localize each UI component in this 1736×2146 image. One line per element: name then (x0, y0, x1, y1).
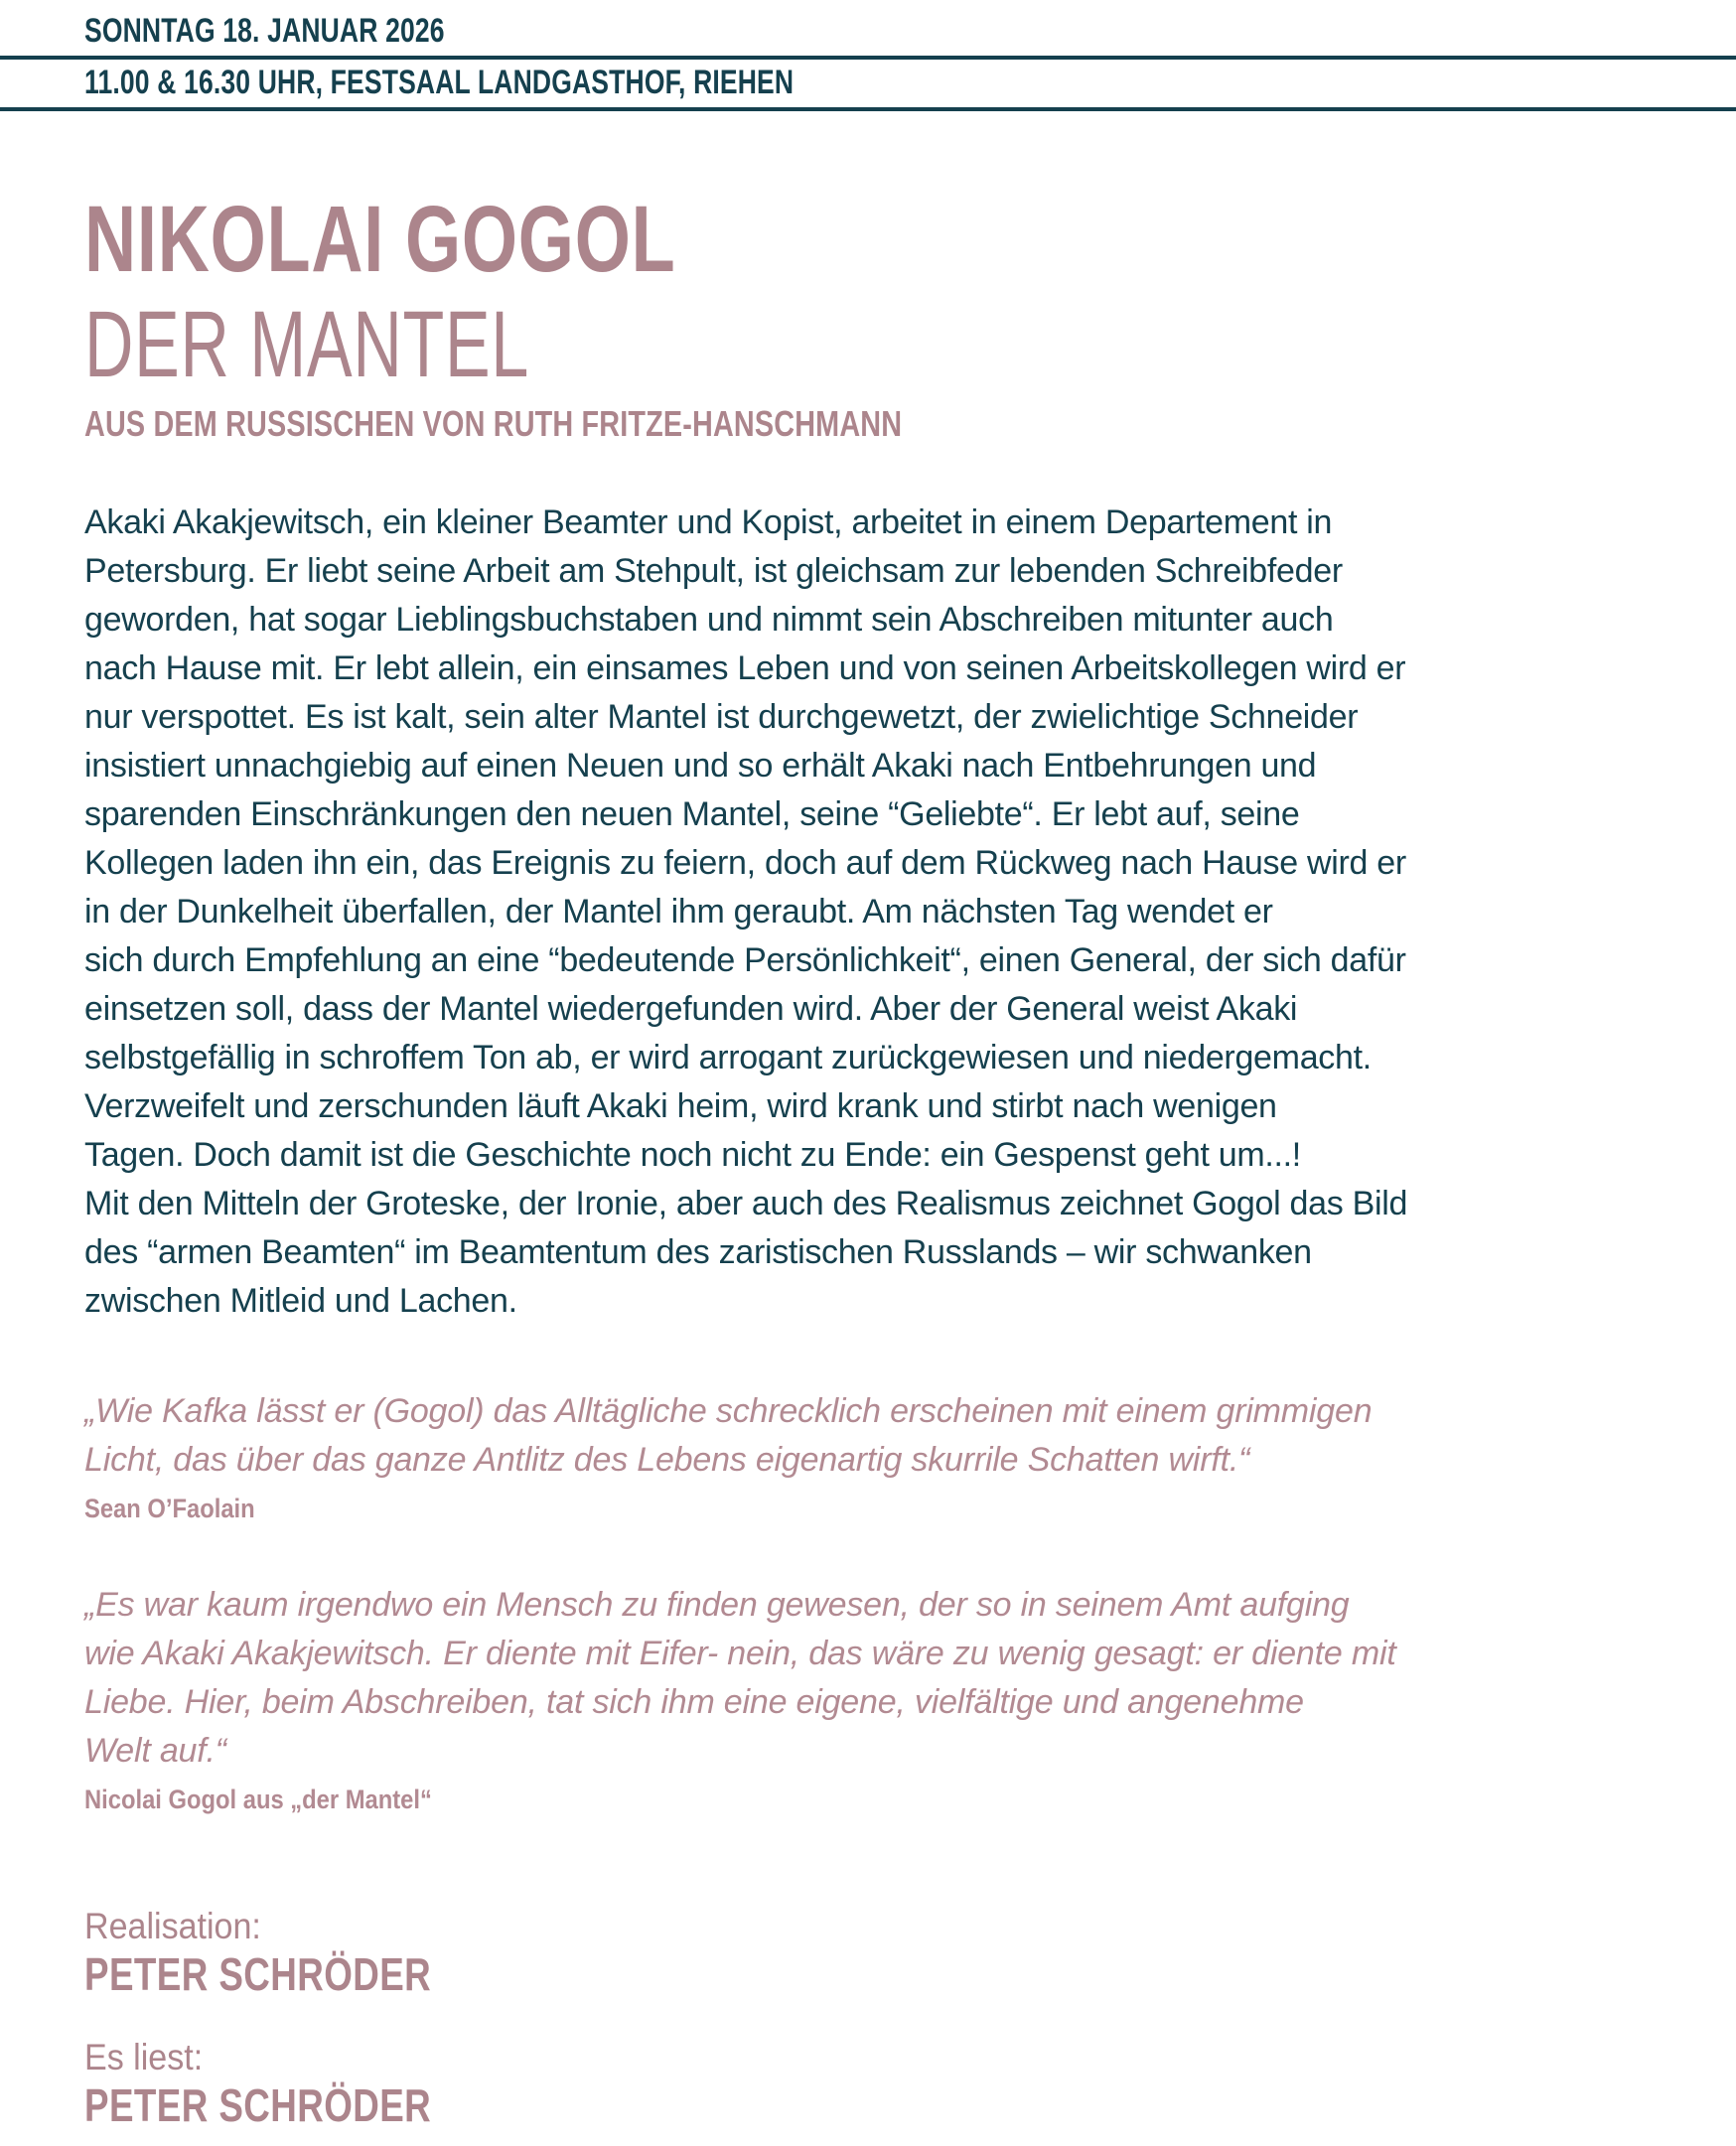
synopsis-line: des “armen Beamten“ im Beamtentum des zaristischen Russlands – wir schwanken (84, 1233, 1312, 1271)
quote-line: Liebe. Hier, beim Abschreiben, tat sich ihm eine eigene, vielfältige und angenehme (84, 1683, 1304, 1721)
synopsis-line: einsetzen soll, dass der Mantel wiedergefunden wird. Aber der General weist Akaki (84, 990, 1298, 1028)
event-time-venue: 11.00 & 16.30 UHR, FESTSAAL LANDGASTHOF, RIEHEN (84, 64, 795, 101)
synopsis-line: Kollegen laden ihn ein, das Ereignis zu feiern, doch auf dem Rückweg nach Hause wird er (84, 844, 1406, 882)
quote-attribution: Sean O’Faolain (84, 1494, 255, 1523)
synopsis-line: Mit den Mitteln der Groteske, der Ironie, aber auch des Realismus zeichnet Gogol das Bild (84, 1185, 1408, 1222)
credit-name: PETER SCHRÖDER (84, 2079, 432, 2131)
synopsis-line: nach Hause mit. Er lebt allein, ein einsames Leben und von seinen Arbeitskollegen wird er (84, 649, 1406, 687)
synopsis-paragraph (84, 499, 1666, 1326)
synopsis-line: sich durch Empfehlung an eine “bedeutende Persönlichkeit“, einen General, der sich dafür (84, 941, 1406, 979)
synopsis-line: Verzweifelt und zerschunden läuft Akaki heim, wird krank und stirbt nach wenigen (84, 1087, 1277, 1125)
synopsis-line: Tagen. Doch damit ist die Geschichte noch nicht zu Ende: ein Gespenst geht um...! (84, 1136, 1301, 1174)
credit-role: Realisation: (84, 1906, 261, 1946)
synopsis-line: in der Dunkelheit überfallen, der Mantel ihm geraubt. Am nächsten Tag wendet er (84, 893, 1273, 930)
credits-section (84, 1905, 1666, 2131)
event-header (0, 0, 1736, 111)
quote-lines (84, 1387, 1666, 1485)
synopsis-line: selbstgefällig in schroffem Ton ab, er wird arrogant zurückgewiesen und niedergemacht. (84, 1039, 1372, 1076)
synopsis-line: nur verspottet. Es ist kalt, sein alter Mantel ist durchgewetzt, der zwielichtige Schneider (84, 698, 1359, 736)
quote-line: „Es war kaum irgendwo ein Mensch zu finden gewesen, der so in seinem Amt aufging (84, 1586, 1350, 1624)
synopsis-line: Petersburg. Er liebt seine Arbeit am Stehpult, ist gleichsam zur lebenden Schreibfeder (84, 552, 1343, 590)
header-divider-bottom (0, 107, 1736, 111)
work-title: DER MANTEL (84, 292, 530, 397)
synopsis-line: geworden, hat sogar Lieblingsbuchstaben und nimmt sein Abschreiben mitunter auch (84, 601, 1334, 639)
quote-line: wie Akaki Akakjewitsch. Er diente mit Eifer- nein, das wäre zu wenig gesagt: er diente mit (84, 1635, 1396, 1672)
synopsis-line: insistiert unnachgiebig auf einen Neuen und so erhält Akaki nach Entbehrungen und (84, 747, 1317, 785)
quote-lines (84, 1581, 1666, 1776)
quote-line: Licht, das über das ganze Antlitz des Lebens eigenartig skurrile Schatten wirft.“ (84, 1441, 1250, 1479)
credit-role: Es liest: (84, 2037, 204, 2077)
quote-line: Welt auf.“ (84, 1732, 226, 1770)
translation-credit: AUS DEM RUSSISCHEN VON RUTH FRITZE-HANSCHMANN (84, 403, 903, 444)
author-title: NIKOLAI GOGOL (84, 187, 676, 292)
quote-gogol-excerpt (84, 1581, 1666, 1817)
quote-attribution: Nicolai Gogol aus „der Mantel“ (84, 1785, 432, 1814)
synopsis-line: Akaki Akakjewitsch, ein kleiner Beamter und Kopist, arbeitet in einem Departement in (84, 503, 1333, 541)
credit-name: PETER SCHRÖDER (84, 1948, 432, 2000)
synopsis-line: sparenden Einschränkungen den neuen Mantel, seine “Geliebte“. Er lebt auf, seine (84, 795, 1300, 833)
synopsis-line: zwischen Mitleid und Lachen. (84, 1282, 517, 1320)
credit-item (84, 1905, 1666, 2000)
credit-item (84, 2036, 1666, 2131)
title-block (84, 187, 1666, 444)
quote-line: „Wie Kafka lässt er (Gogol) das Alltägliche schrecklich erscheinen mit einem grimmigen (84, 1392, 1373, 1430)
event-date: SONNTAG 18. JANUAR 2026 (84, 12, 445, 50)
quote-kafka-comparison (84, 1387, 1666, 1526)
